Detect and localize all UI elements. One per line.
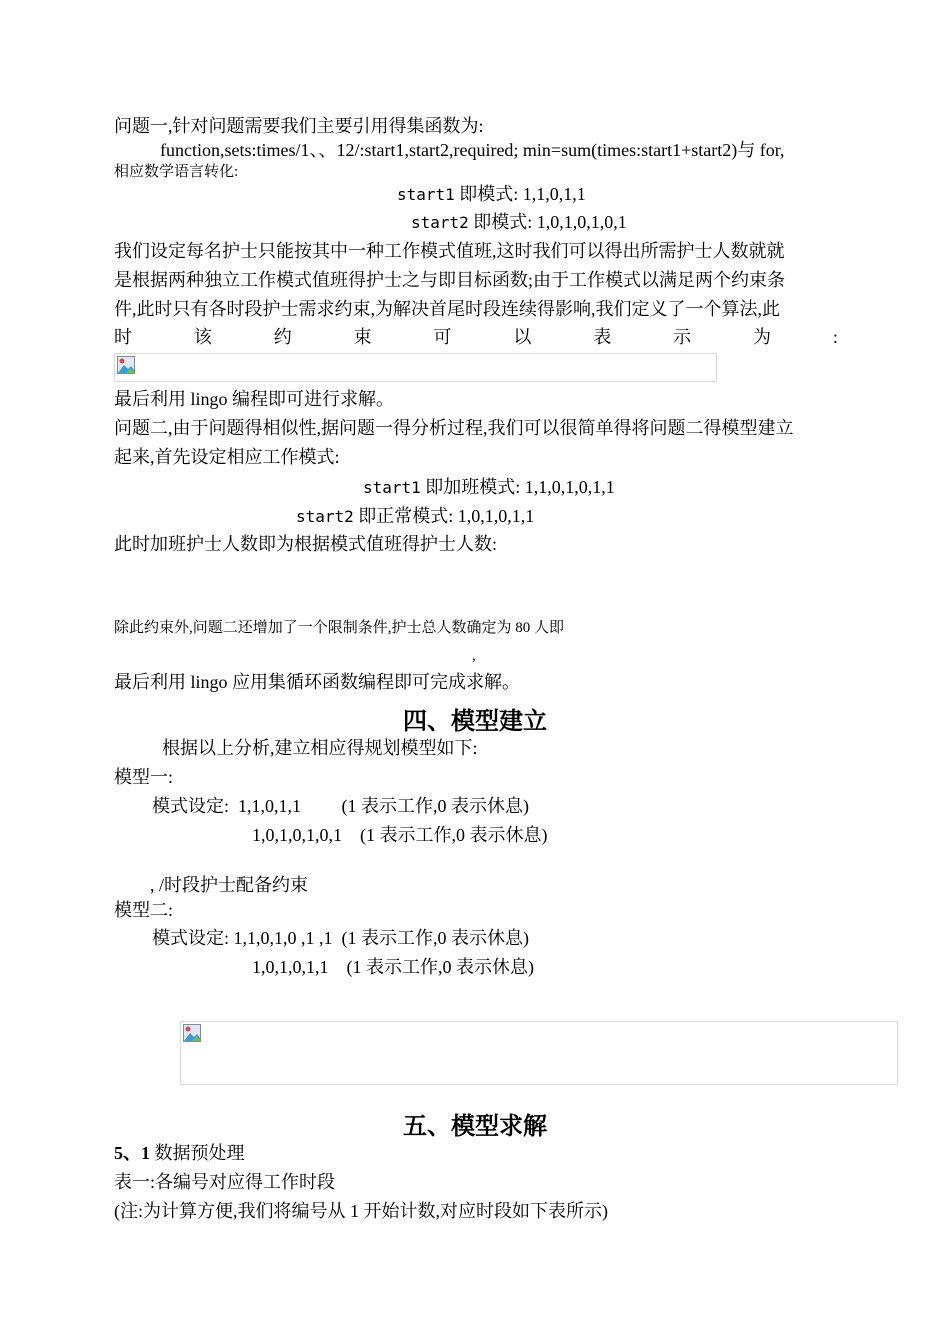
mode-code: start2 xyxy=(411,213,469,232)
table-note: (注:为计算方便,我们将编号从 1 开始计数,对应时段如下表所示) xyxy=(114,1201,608,1221)
set-function-code: function,sets:times/1、、12/:start1,start2,required; min=sum(times:start1+start2)与 for, xyxy=(160,140,785,160)
model2-pattern-a: 模式设定: 1,1,0,1,0 ,1 ,1 (1 表示工作,0 表示休息) xyxy=(152,928,529,948)
lingo-solve-line: 最后利用 lingo 编程即可进行求解。 xyxy=(114,389,395,409)
mode-code: start1 xyxy=(363,478,421,497)
mode-text: 即模式: 1,0,1,0,1,0,1 xyxy=(473,212,627,232)
paragraph-line: 件,此时只有各时段护士需求约束,为解决首尾时段连续得影响,我们定义了一个算法,此 xyxy=(114,299,780,319)
math-conversion-label: 相应数学语言转化: xyxy=(114,164,239,180)
spread-char: 为 xyxy=(753,327,771,347)
broken-image-icon xyxy=(117,356,135,374)
spread-char: 表 xyxy=(593,327,612,347)
subsection-number: 5、1 xyxy=(114,1143,150,1163)
paragraph-line: 是根据两种独立工作模式值班得护士之与即目标函数;由于工作模式以满足两个约束条 xyxy=(114,270,785,290)
justified-line xyxy=(114,326,838,348)
spread-char: 时 xyxy=(114,327,132,347)
spread-char: 约 xyxy=(273,327,292,347)
model1-label: 模型一: xyxy=(114,767,174,787)
model-intro: 根据以上分析,建立相应得规划模型如下: xyxy=(162,738,478,758)
model2-label: 模型二: xyxy=(114,900,174,920)
mode-text: 即正常模式: 1,0,1,0,1,1 xyxy=(358,506,535,526)
constraint-line: 除此约束外,问题二还增加了一个限制条件,护士总人数确定为 80 人即 xyxy=(114,620,565,636)
spread-char: 示 xyxy=(673,327,692,347)
spread-char: 以 xyxy=(513,327,532,347)
overtime-nurses-line: 此时加班护士人数即为根据模式值班得护士人数: xyxy=(114,534,497,554)
section-heading-4: 四、模型建立 xyxy=(403,707,547,735)
spread-char: : xyxy=(832,327,838,347)
comma-mark: , xyxy=(472,648,476,664)
subsection-5-1 xyxy=(114,1142,245,1164)
spread-char: 可 xyxy=(433,327,452,347)
table-caption: 表一:各编号对应得工作时段 xyxy=(114,1172,335,1192)
subsection-title: 数据预处理 xyxy=(154,1143,245,1163)
spread-char: 束 xyxy=(353,327,372,347)
section-heading-5: 五、模型求解 xyxy=(403,1112,547,1140)
mode-code: start1 xyxy=(397,185,455,204)
paragraph-line: 问题二,由于问题得相似性,据问题一得分析过程,我们可以很简单得将问题二得模型建立 xyxy=(114,418,794,438)
paragraph-line: 起来,首先设定相应工作模式: xyxy=(114,447,340,467)
mode-text: 即加班模式: 1,1,0,1,0,1,1 xyxy=(425,477,615,497)
problem1-intro: 问题一,针对问题需要我们主要引用得集函数为: xyxy=(114,116,484,136)
model1-pattern-a: 模式设定: 1,1,0,1,1 (1 表示工作,0 表示休息) xyxy=(152,796,529,816)
lingo-loop-line: 最后利用 lingo 应用集循环函数编程即可完成求解。 xyxy=(114,672,520,692)
model1-constraint: , /时段护士配备约束 xyxy=(150,875,309,895)
model1-pattern-b: 1,0,1,0,1,0,1 (1 表示工作,0 表示休息) xyxy=(252,825,548,845)
mode-code: start2 xyxy=(296,507,354,526)
mode-start2 xyxy=(411,211,627,234)
mode-normal xyxy=(296,505,534,528)
mode-start1 xyxy=(397,183,586,206)
model2-pattern-b: 1,0,1,0,1,1 (1 表示工作,0 表示休息) xyxy=(252,957,534,977)
mode-text: 即模式: 1,1,0,1,1 xyxy=(459,184,586,204)
broken-image-icon xyxy=(183,1024,201,1042)
paragraph-line: 我们设定每名护士只能按其中一种工作模式值班,这时我们可以得出所需护士人数就就 xyxy=(114,241,785,261)
formula-image-placeholder xyxy=(114,353,717,382)
mode-overtime xyxy=(363,476,615,499)
model-image-placeholder xyxy=(180,1021,898,1085)
spread-char: 该 xyxy=(193,327,212,347)
